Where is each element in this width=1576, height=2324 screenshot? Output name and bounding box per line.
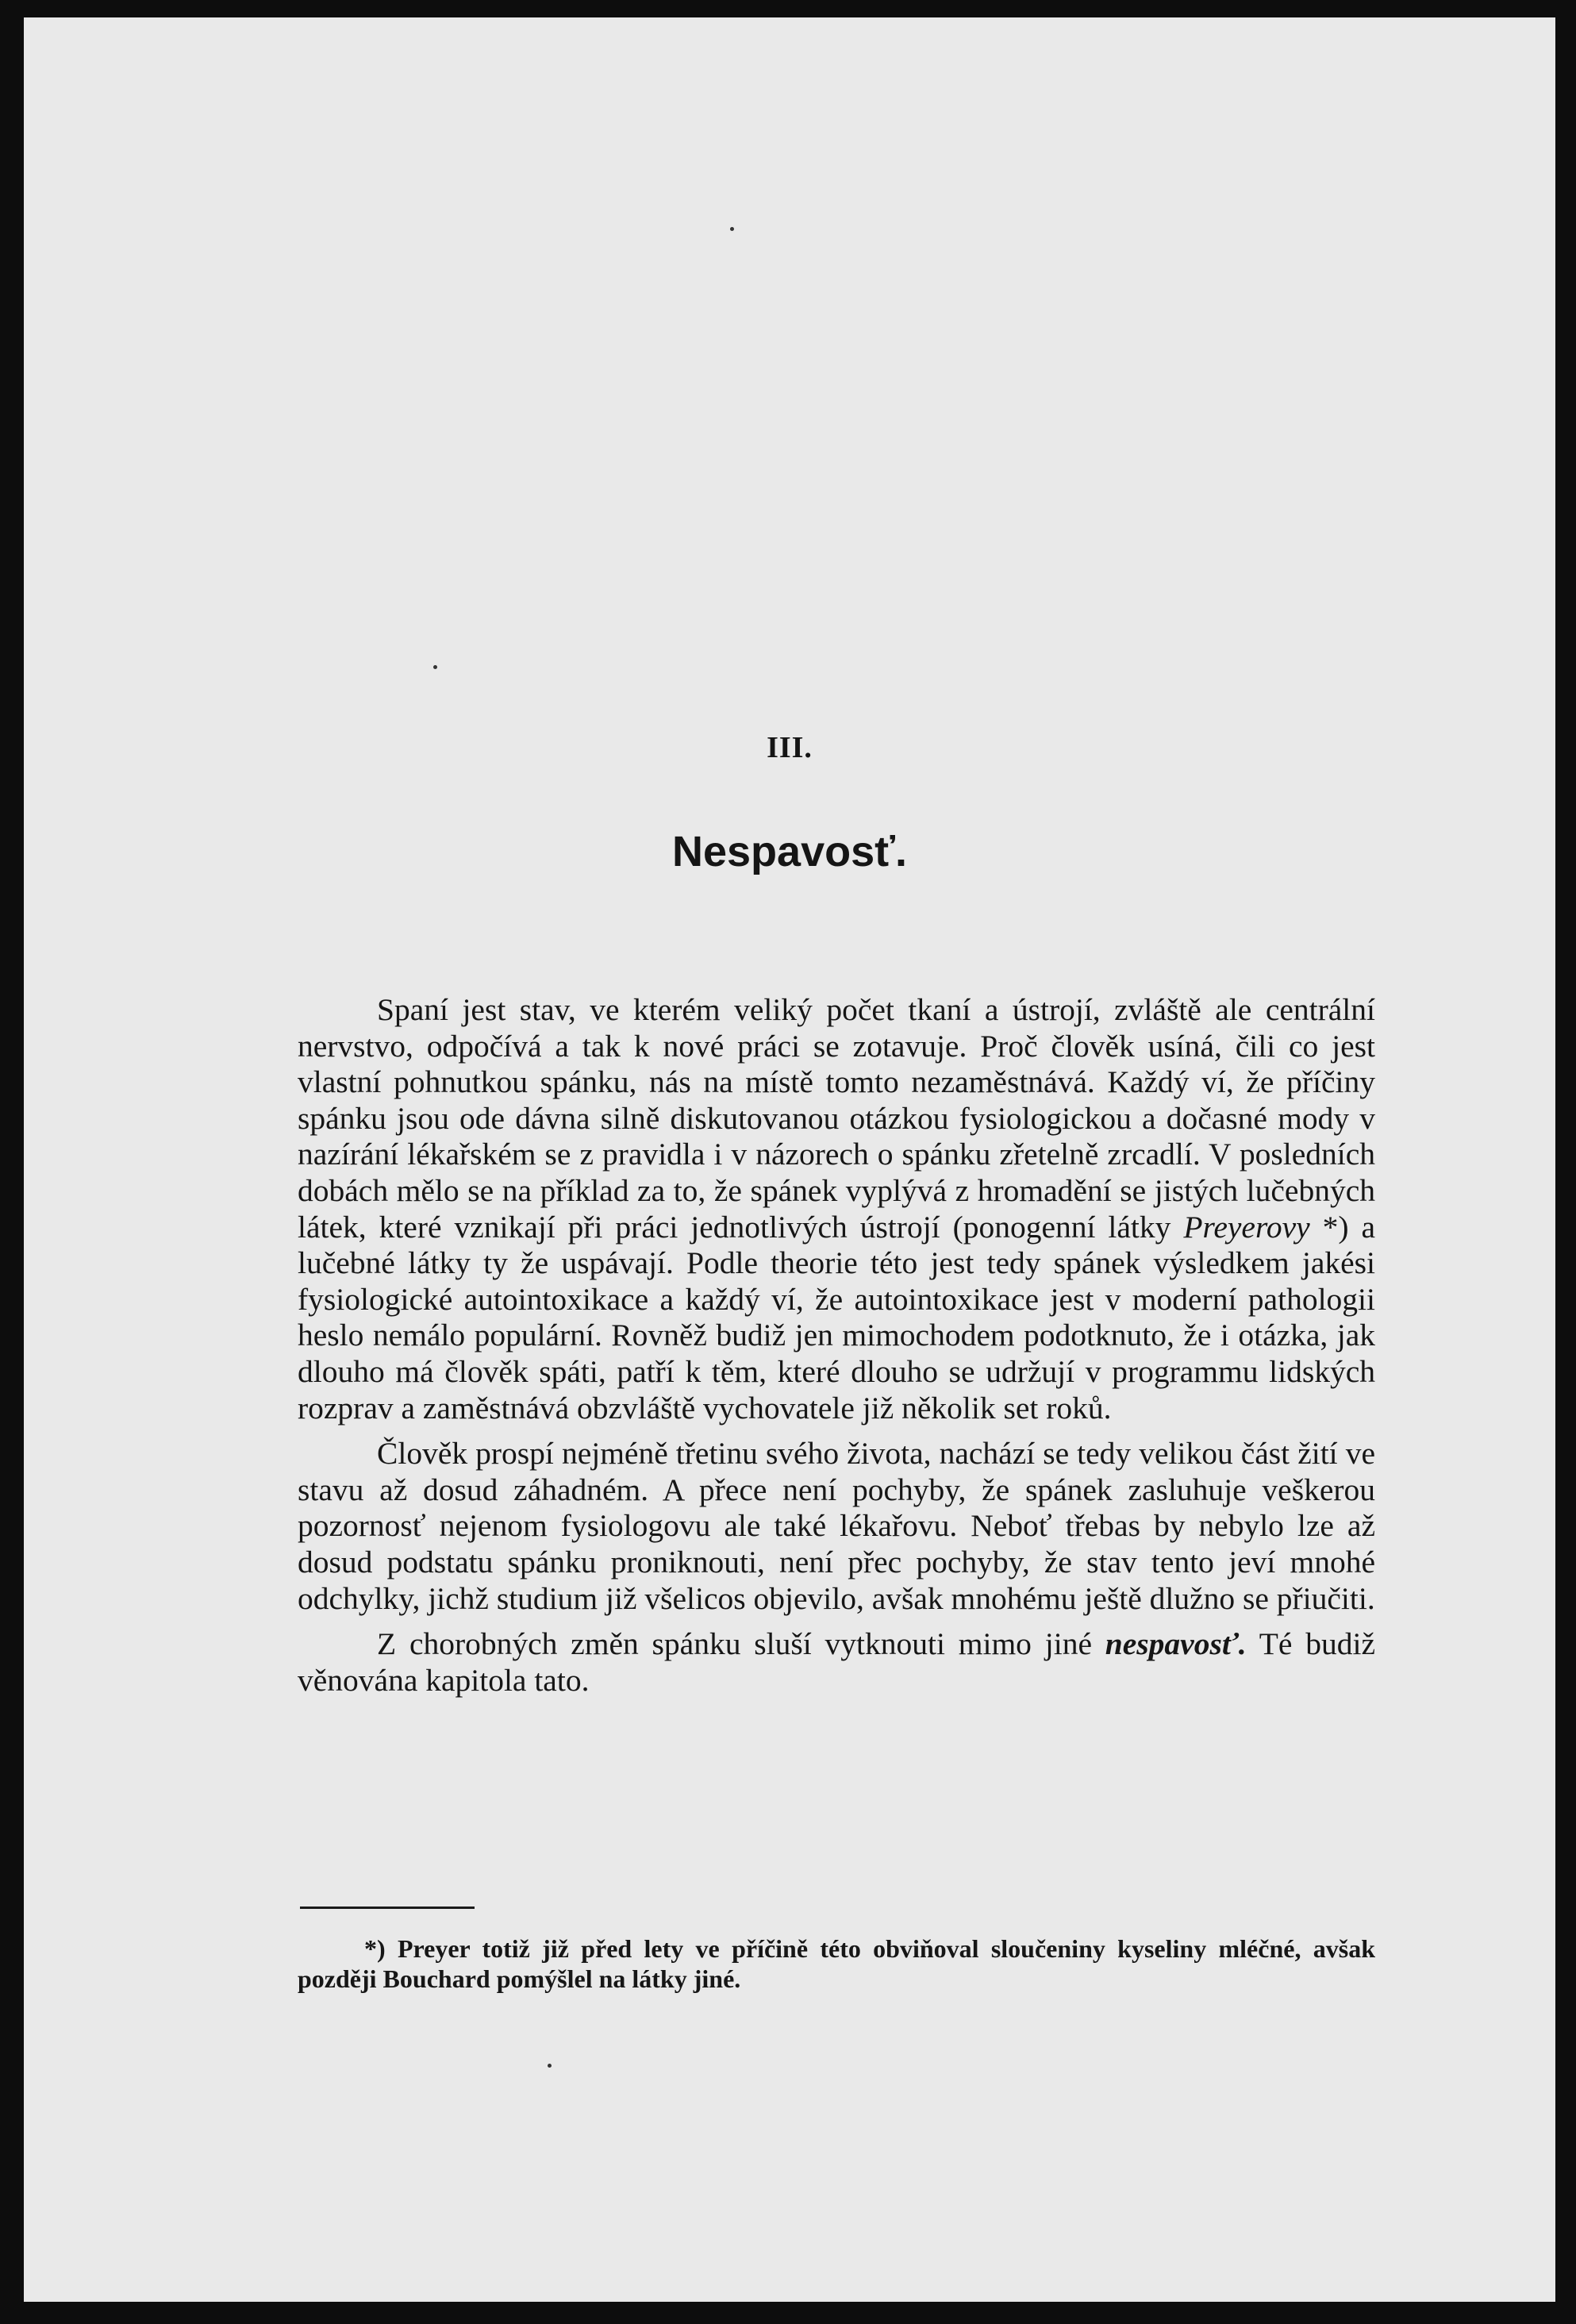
paragraph-text: Té budiž věnována kapitola tato. [298,1626,1376,1698]
footnote: *) Preyer totiž již před lety ve příčině této obviňoval sloučeniny kyseliny mléčné, avšak později Bouchard pomýšlel na látky jiné. [298,1934,1375,1993]
paragraph-text: Spaní jest stav, ve kterém veliký počet tkaní a ústrojí, zvláště ale centrální nervstvo, odpočívá a tak k nové práci se zotavuje. Proč člověk usíná, čili co jest vlastní pohnutkou spánku, nás na místě tomto nezaměstnává. Každý ví, že příčiny spánku jsou ode dávna silně diskutovanou otázkou fysiologickou a dočasné mody v nazírání lékařském se z pravidla i v názorech o spánku zřetelně zrcadlí. V posledních dobách mělo se na příklad za to, že spánek vyplývá z hromadění se jistých lučebných látek, které vznikají při práci jednotlivých ústrojí (ponogenní látky [298,992,1375,1245]
footnote-divider [300,1907,475,1909]
chapter-number: III. [767,731,813,764]
scan-speck [730,227,734,231]
chapter-title: Nespavosť. [672,828,907,875]
emphasis-text: nespavosť. [1105,1626,1247,1662]
paragraph [298,992,1375,1426]
paragraph-text: *) a lučebné látky ty že uspávají. Podle theorie této jest tedy spánek výsledkem jakési fysiologické autointoxikace a každý ví, že autointoxikace jest v moderní pathologii heslo nemálo populární. Rovněž budiž jen mimochodem podotknuto, že i otázka, jak dlouho má člověk spáti, patří k těm, které dlouho se udržují v programmu lidských rozprav a zaměstnává obzvláště vychovatele již několik set roků. [298,1209,1375,1426]
scan-speck [548,2064,552,2068]
book-page [24,17,1555,2302]
scan-speck [433,665,437,669]
emphasis-text: Preyerovy [1183,1209,1310,1245]
chapter-body [298,992,1375,1708]
paragraph-text: Z chorobných změn spánku sluší vytknouti mimo jiné [377,1626,1105,1662]
paragraph [298,1436,1375,1617]
paragraph [298,1626,1375,1699]
paragraph-text: Člověk prospí nejméně třetinu svého života, nachází se tedy velikou část žití ve stavu až dosud záhadném. A přece není pochyby, že spánek zasluhuje veškerou pozornosť nejenom fysiologovu ale také lékařovu. Neboť třebas by nebylo lze až dosud podstatu spánku proniknouti, není přec pochyby, že stav tento jeví mnohé odchylky, jichž studium již všelicos objevilo, avšak mnohému ještě dlužno se přiučiti. [298,1436,1375,1616]
